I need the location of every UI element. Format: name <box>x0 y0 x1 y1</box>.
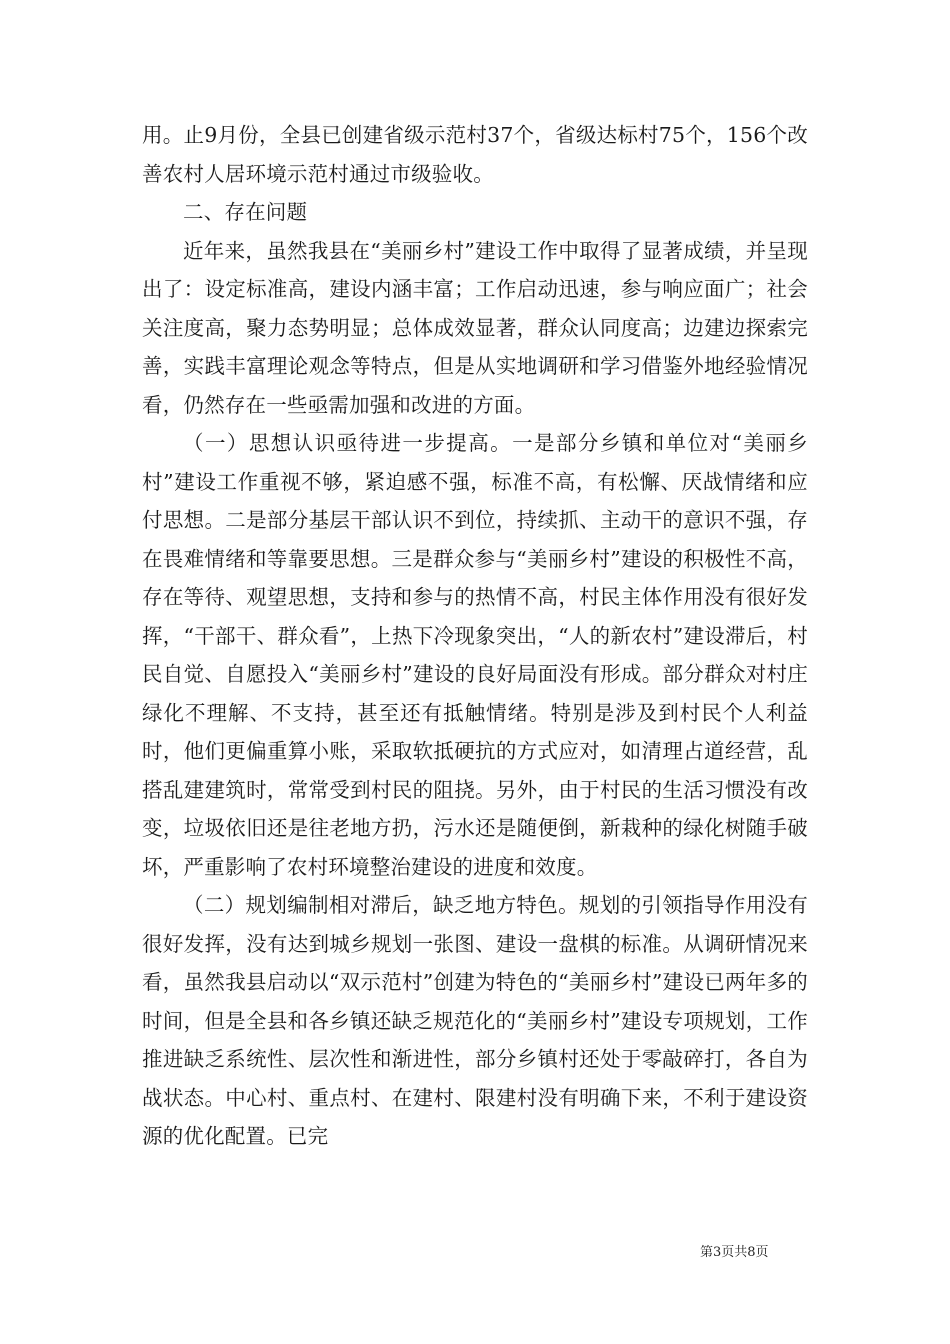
paragraph-continuation: 用。止9月份，全县已创建省级示范村37个，省级达标村75个，156个改善农村人居环境示范村通过市级验收。 <box>142 123 808 186</box>
section-heading-problems: 二、存在问题 <box>183 200 308 224</box>
paragraph-intro: 近年来，虽然我县在“美丽乡村”建设工作中取得了显著成绩，并呈现出了：设定标准高，建设内涵丰富；工作启动迅速，参与响应面广；社会关注度高，聚力态势明显；总体成效显著，群众认同度高；边建边探索完善，实践丰富理论观念等特点，但是从实地调研和学习借鉴外地经验情况看，仍然存在一些亟需加强和改进的方面。 <box>142 238 808 417</box>
paragraph-point-two: （二）规划编制相对滞后，缺乏地方特色。规划的引领指导作用没有很好发挥，没有达到城乡规划一张图、建设一盘棋的标准。从调研情况来看，虽然我县启动以“双示范村”创建为特色的“美丽乡村”建设已两年多的时间，但是全县和各乡镇还缺乏规范化的“美丽乡村”建设专项规划，工作推进缺乏系统性、层次性和渐进性，部分乡镇村还处于零敲碎打，各自为战状态。中心村、重点村、在建村、限建村没有明确下来，不利于建设资源的优化配置。已完 <box>142 893 808 1148</box>
page-number-footer: 第3页共8页 <box>700 1245 769 1260</box>
document-body <box>142 116 808 1156</box>
paragraph-point-one: （一）思想认识亟待进一步提高。一是部分乡镇和单位对“美丽乡村”建设工作重视不够，紧迫感不强，标准不高，有松懈、厌战情绪和应付思想。二是部分基层干部认识不到位，持续抓、主动干的意识不强，存在畏难情绪和等靠要思想。三是群众参与“美丽乡村”建设的积极性不高，存在等待、观望思想，支持和参与的热情不高，村民主体作用没有很好发挥，“干部干、群众看”，上热下冷现象突出，“人的新农村”建设滞后，村民自觉、自愿投入“美丽乡村”建设的良好局面没有形成。部分群众对村庄绿化不理解、不支持，甚至还有抵触情绪。特别是涉及到村民个人利益时，他们更偏重算小账，采取软抵硬抗的方式应对，如清理占道经营，乱搭乱建建筑时，常常受到村民的阻挠。另外，由于村民的生活习惯没有改变，垃圾依旧还是往老地方扔，污水还是随便倒，新栽种的绿化树随手破坏，严重影响了农村环境整治建设的进度和效度。 <box>142 431 808 879</box>
